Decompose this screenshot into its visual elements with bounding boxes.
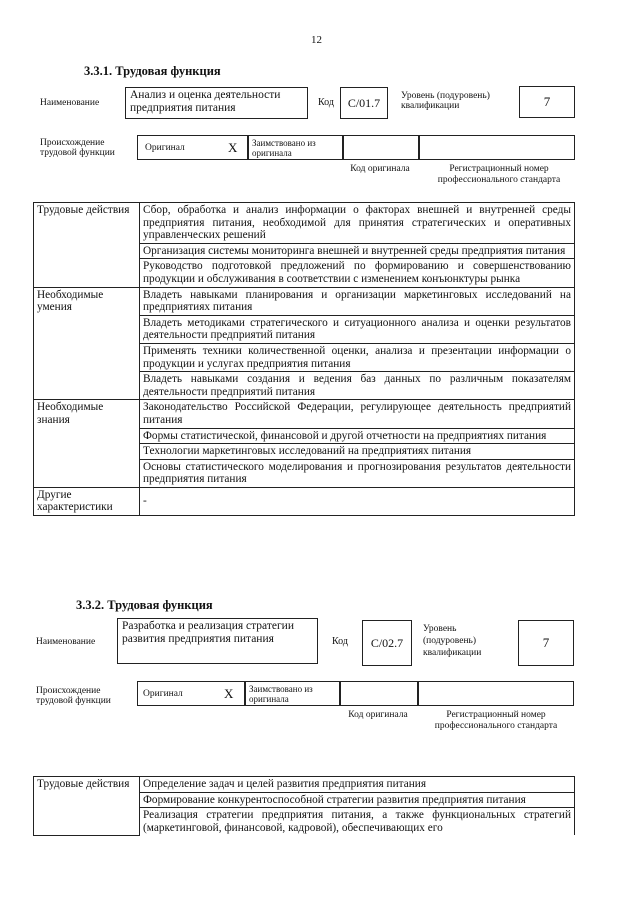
level-label: Уровень (подуровень) квалификации <box>401 91 490 111</box>
table-cell: Руководство подготовкой предложений по формированию и совершенствованию продукции и обслуживания в соответствии с изменением конъюнктуры рынка <box>140 259 575 287</box>
table-row <box>34 487 575 515</box>
category-cell: Трудовые действия <box>34 203 140 288</box>
original-box <box>137 681 245 706</box>
reg-number-label: Регистрационный номер профессионального стандарта <box>437 164 561 185</box>
code-value: C/01.7 <box>347 95 381 110</box>
table-row <box>34 203 575 244</box>
borrowed-label: Заимствовано из оригинала <box>252 138 316 158</box>
section2-table <box>33 776 575 836</box>
name-label: Наименование <box>36 637 96 647</box>
function-name-box <box>117 618 318 664</box>
level-value: 7 <box>543 94 551 109</box>
original-box <box>137 135 248 160</box>
table-cell: Определение задач и целей развития предприятия питания <box>140 777 575 793</box>
table-cell: Сбор, обработка и анализ информации о факторах внешней и внутренней среды предприятия питания, необходимой для принятия стратегических и оперативных управленческих решений <box>140 203 575 244</box>
code-label: Код <box>332 636 348 647</box>
table-cell: Формы статистической, финансовой и другой отчетности на предприятиях питания <box>140 428 575 444</box>
function-name-value: Анализ и оценка деятельности предприятия питания <box>130 89 281 114</box>
section-heading-3-3-2: 3.3.2. Трудовая функция <box>76 598 213 612</box>
code-box <box>362 620 412 666</box>
name-label: Наименование <box>40 98 100 108</box>
borrowed-box <box>245 681 340 706</box>
category-cell: Трудовые действия <box>34 777 140 836</box>
table-cell: Законодательство Российской Федерации, регулирующее деятельность предприятий питания <box>140 400 575 428</box>
level-label: Уровень (подуровень) квалификации <box>423 624 482 658</box>
table-cell: Владеть методиками стратегического и ситуационного анализа и оценки результатов деятельности предприятий питания <box>140 315 575 343</box>
level-box <box>518 620 574 666</box>
code-original-label: Код оригинала <box>348 710 408 720</box>
origin-label: Происхождение трудовой функции <box>40 138 115 158</box>
function-name-box <box>125 87 308 119</box>
category-cell: Необходимые умения <box>34 287 140 400</box>
reg-number-label: Регистрационный номер профессионального стандарта <box>434 710 558 731</box>
reg-number-box <box>418 681 574 706</box>
original-label: Оригинал <box>143 689 183 699</box>
code-box <box>340 87 388 119</box>
borrowed-label: Заимствовано из оригинала <box>249 684 313 704</box>
table-cell: Применять техники количественной оценки, анализа и презентации информации о продукции и услугах предприятия питания <box>140 343 575 371</box>
code-label: Код <box>318 97 334 108</box>
original-mark: X <box>228 140 238 155</box>
original-label: Оригинал <box>145 143 185 153</box>
page-number: 12 <box>311 34 322 46</box>
table-cell: Владеть навыками планирования и организации маркетинговых исследований на предприятиях питания <box>140 287 575 315</box>
code-original-box <box>340 681 418 706</box>
level-value: 7 <box>542 635 550 650</box>
level-box <box>519 86 575 118</box>
origin-label: Происхождение трудовой функции <box>36 686 111 706</box>
code-value: C/02.7 <box>370 635 404 650</box>
code-original-label: Код оригинала <box>350 164 410 174</box>
original-mark: X <box>224 686 234 701</box>
table-row <box>34 777 575 793</box>
function-name-value: Разработка и реализация стратегии развития предприятия питания <box>122 620 294 645</box>
table-cell: Формирование конкурентоспособной стратегии развития предприятия питания <box>140 792 575 808</box>
section1-table <box>33 202 575 516</box>
category-cell: Необходимые знания <box>34 400 140 488</box>
code-original-box <box>343 135 419 160</box>
table-cell: Владеть навыками создания и ведения баз данных по различным показателям деятельности предприятий питания <box>140 372 575 400</box>
table-cell: Основы статистического моделирования и прогнозирования результатов деятельности предприятия питания <box>140 459 575 487</box>
section-heading-3-3-1: 3.3.1. Трудовая функция <box>84 64 221 78</box>
category-cell: Другие характеристики <box>34 487 140 515</box>
table-row <box>34 400 575 428</box>
reg-number-box <box>419 135 575 160</box>
table-cell: Технологии маркетинговых исследований на предприятиях питания <box>140 444 575 460</box>
table-cell: Реализация стратегии предприятия питания, а также функциональных стратегий (маркетинговой, финансовой, кадровой), обеспечивающих его <box>140 808 575 836</box>
table-row <box>34 287 575 315</box>
table-cell: Организация системы мониторинга внешней и внутренней среды предприятия питания <box>140 243 575 259</box>
table-cell: - <box>140 487 575 515</box>
borrowed-box <box>248 135 343 160</box>
